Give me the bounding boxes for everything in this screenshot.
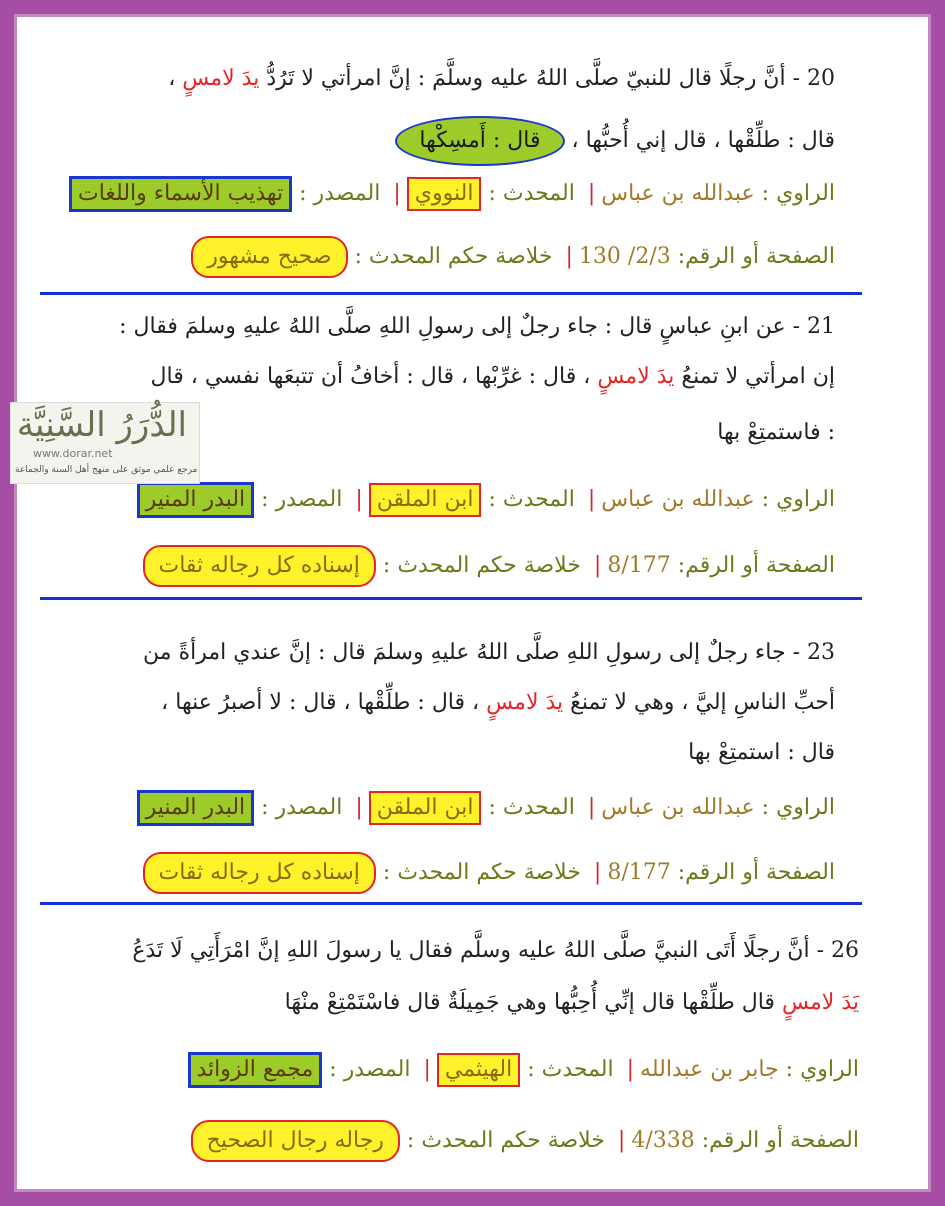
hadith-3-page-row: الصفحة أو الرقم: 8/177| خلاصة حكم المحدث : إسناده كل رجاله ثقات — [143, 852, 836, 894]
narrator-name: جابر بن عبدالله — [640, 1057, 779, 1082]
hadith-4-line-2: يَدَ لامسٍ قال طلِّقْها قال إنِّي أُحِبُّها وهي جَمِيلَةٌ قال فاسْتَمْتِعْ منْهَا — [284, 990, 859, 1015]
muhaddith-name: النووي — [407, 177, 482, 211]
emphasis-oval: قال : أَمسِكْها — [395, 116, 564, 166]
hadith-2-line-3: : فاستمتِعْ بها — [717, 420, 835, 445]
ruling-badge: إسناده كل رجاله ثقات — [143, 852, 376, 894]
separator-2 — [40, 597, 862, 600]
hadith-1-line-1: 20 - أنَّ رجلًا قال للنبيّ صلَّى اللهُ عليه وسلَّمَ : إنَّ امرأتي لا تَرُدُّ يدَ لامسٍ ، — [168, 66, 835, 91]
ruling-badge: رجاله رجال الصحيح — [191, 1120, 400, 1162]
hadith-3-line-1: 23 - جاء رجلٌ إلى رسولِ اللهِ صلَّى اللهُ عليهِ وسلمَ قال : إنَّ عندي امرأةً من — [143, 640, 835, 665]
narrator-name: عبدالله بن عباس — [601, 181, 755, 206]
source-name: البدر المنير — [137, 790, 255, 826]
highlight-phrase: يدَ لامسٍ — [486, 690, 564, 715]
dorar-logo — [10, 402, 200, 484]
highlight-phrase: يدَ لامسٍ — [597, 364, 675, 389]
narrator-name: عبدالله بن عباس — [601, 487, 755, 512]
separator-3 — [40, 902, 862, 905]
hadith-3-narrator-row: الراوي : عبدالله بن عباس| المحدث : ابن الملقن| المصدر : البدر المنير — [137, 790, 835, 826]
muhaddith-name: ابن الملقن — [369, 791, 482, 825]
logo-url: www.dorar.net — [33, 447, 113, 460]
hadith-1-page-row: الصفحة أو الرقم: 2/3/ 130| خلاصة حكم المحدث : صحيح مشهور — [191, 236, 835, 278]
hadith-4-page-row: الصفحة أو الرقم: 4/338| خلاصة حكم المحدث : رجاله رجال الصحيح — [191, 1120, 859, 1162]
logo-tagline: مرجع علمي موثق على منهج أهل السنة والجماعة — [15, 465, 198, 475]
ruling-badge: إسناده كل رجاله ثقات — [143, 545, 376, 587]
hadith-2-line-2: إن امرأتي لا تمنعُ يدَ لامسٍ ، قال : غرِّبْها ، قال : أخافُ أن تتبعَها نفسي ، قال — [150, 364, 835, 389]
hadith-4-line-1: 26 - أنَّ رجلًا أَتَى النبيَّ صلَّى اللهُ عليه وسلَّم فقال يا رسولَ اللهِ إنَّ امْرَأَتِي لَا تَدَعُ — [132, 938, 859, 963]
hadith-2-line-1: 21 - عن ابنِ عباسٍ قال : جاء رجلٌ إلى رسولِ اللهِ صلَّى اللهُ عليهِ وسلمَ فقال : — [119, 314, 835, 339]
source-name: البدر المنير — [137, 482, 255, 518]
logo-title: الدُّرَرُ السَّنِيَّة — [16, 405, 187, 445]
page-ref: 2/3/ 130 — [578, 244, 671, 269]
source-name: مجمع الزوائد — [188, 1052, 323, 1088]
hadith-2-page-row: الصفحة أو الرقم: 8/177| خلاصة حكم المحدث : إسناده كل رجاله ثقات — [143, 545, 836, 587]
hadith-1-line-2: قال : طلِّقْها ، قال إني أُحبُّها ، قال : أَمسِكْها — [395, 116, 835, 166]
separator-1 — [40, 292, 862, 295]
narrator-name: عبدالله بن عباس — [601, 795, 755, 820]
hadith-2-narrator-row: الراوي : عبدالله بن عباس| المحدث : ابن الملقن| المصدر : البدر المنير — [137, 482, 835, 518]
hadith-3-line-2: أحبِّ الناسِ إليَّ ، وهي لا تمنعُ يدَ لامسٍ ، قال : طلِّقْها ، قال : لا أصبرُ عنها ، — [161, 690, 835, 715]
hadith-3-line-3: قال : استمتِعْ بها — [688, 740, 835, 765]
highlight-phrase: يَدَ لامسٍ — [781, 990, 859, 1015]
highlight-phrase: يدَ لامسٍ — [182, 66, 260, 91]
muhaddith-name: الهيثمي — [437, 1053, 520, 1087]
source-name: تهذيب الأسماء واللغات — [69, 176, 292, 212]
hadith-4-narrator-row: الراوي : جابر بن عبدالله| المحدث : الهيثمي| المصدر : مجمع الزوائد — [188, 1052, 860, 1088]
hadith-1-narrator-row: الراوي : عبدالله بن عباس| المحدث : النووي| المصدر : تهذيب الأسماء واللغات — [69, 176, 835, 212]
muhaddith-name: ابن الملقن — [369, 483, 482, 517]
page-ref: 4/338 — [631, 1128, 695, 1153]
page-ref: 8/177 — [607, 553, 671, 578]
page-ref: 8/177 — [607, 860, 671, 885]
ruling-badge: صحيح مشهور — [191, 236, 347, 278]
